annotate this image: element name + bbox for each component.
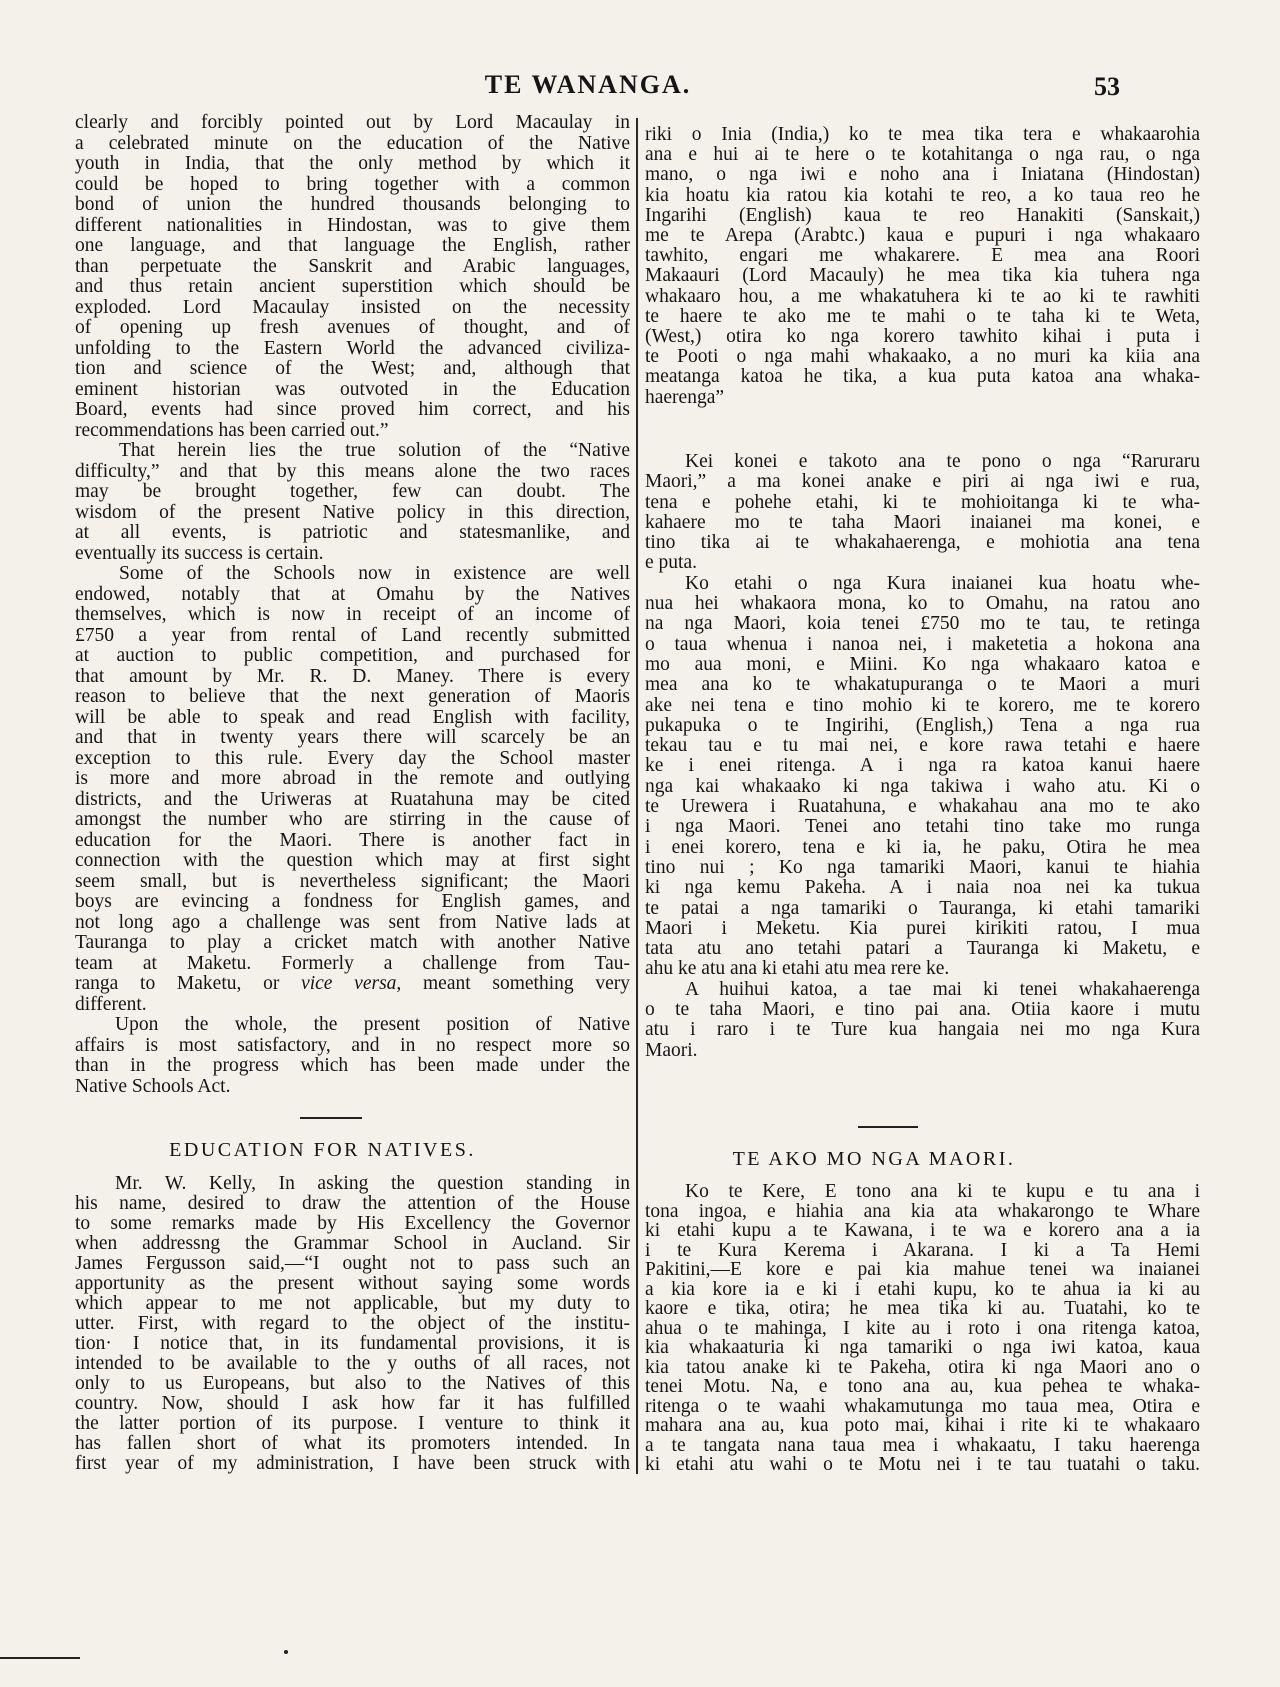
paragraph <box>645 574 1200 980</box>
text-line: country. Now, should I ask how far it has fulfilled <box>75 1393 630 1414</box>
text-line: James Fergusson said,—“I ought not to pass such an <box>75 1253 630 1274</box>
english-section-body <box>75 1174 630 1474</box>
text-line: utter. First, with regard to the object of the institu- <box>75 1313 630 1334</box>
text-line: Maori,” a ma konei anake e piri ai nga iwi e rua, <box>645 471 1200 493</box>
text-line: Makaauri (Lord Macauly) he mea tika kia tuhera nga <box>645 265 1200 287</box>
text-line: te Urewera i Ruatahuna, e whakahau ana mo te ako <box>645 796 1200 818</box>
text-line: te haere te ako me te mahi o te taha ki te Weta, <box>645 305 1200 327</box>
text-line: Board, events had since proved him correct, and his <box>75 399 630 420</box>
text-line: kaore e tika, otira; he mea tika ki au. Tuatahi, ko te <box>645 1298 1200 1319</box>
text-line: A huihui katoa, a tae mai ki tenei whakahaerenga <box>685 978 1200 1000</box>
text-line: clearly and forcibly pointed out by Lord Macaulay in <box>75 112 630 133</box>
text-line: bond of union the hundred thousands belonging to <box>75 194 630 215</box>
section-heading: TE AKO MO NGA MAORI. <box>732 1148 1016 1170</box>
text-line: o taua whenua i nanoa nei, i maketetia a hokona ana <box>645 633 1200 655</box>
maori-column-top <box>645 125 1200 408</box>
paragraph <box>75 564 630 1015</box>
text-line: Maori i Meketu. Kia purei kirikiti ratou, I mua <box>645 917 1200 939</box>
text-line: tino nui ; Ko nga tamariki Maori, kanui te hiahia <box>645 856 1200 878</box>
text-line: one language, and that language the English, rather <box>75 235 630 256</box>
text-line: Tauranga to play a cricket match with another Native <box>75 932 630 953</box>
text-line: tekau tau e tu mai nei, e kore rawa tetahi e haere <box>645 735 1200 757</box>
text-line: (West,) otira ko nga korero tawhito kihai i puta i <box>645 326 1200 348</box>
section-heading: EDUCATION FOR NATIVES. <box>169 1139 476 1161</box>
english-column <box>75 113 630 1097</box>
text-line: Kei konei e takoto ana te pono o nga “Raruraru <box>685 451 1200 472</box>
text-line: Pakitini,—E kore e pai kia mahue tenei wa inaianei <box>645 1259 1200 1280</box>
text-line: i enei korero, tena e ki ia, he paku, Otira he mea <box>645 836 1200 858</box>
text-line: his name, desired to draw the attention of the House <box>75 1193 630 1214</box>
text-line: te patai a nga tamariki o Tauranga, ki etahi tamariki <box>645 897 1200 919</box>
text-line: education for the Maori. There is another fact in <box>75 829 630 851</box>
text-line: atu i raro i te Ture kua hangaia nei mo nga Kura <box>645 1019 1200 1041</box>
text-line: te Pooti o nga mahi whakaako, a no muri ka kiia ana <box>645 346 1200 368</box>
text-line: nua hei whakaora mona, ko to Omahu, na ratou ano <box>645 593 1200 615</box>
text-line: Maori. <box>645 1039 698 1061</box>
text-line: tino tika ai te whakahaerenga, e mohiotia ana tena <box>645 532 1200 554</box>
text-line: and thus retain ancient superstition which should be <box>75 276 630 297</box>
text-line: kia tatou anake ki te Pakeha, otira ki nga Maori ano o <box>645 1356 1200 1378</box>
text-line: not long ago a challenge was sent from Native lads at <box>75 911 630 933</box>
text-line: £750 a year from rental of Land recently submitted <box>75 624 630 646</box>
text-line: a te tangata nana taua mea i whakaatu, I taku haerenga <box>645 1434 1200 1456</box>
text-line: to some remarks made by His Excellency the Governor <box>75 1213 630 1234</box>
text-line: eventually its success is certain. <box>75 542 324 564</box>
text-line: ki etahi kupu a te Kawana, i te wa e korero ana a ia <box>645 1220 1200 1241</box>
text-line: i nga Maori. Tenei ano tetahi tino take mo runga <box>645 816 1200 838</box>
scan-edge-mark <box>0 1657 80 1659</box>
text-line: mo aua moni, e Miini. Ko nga whakaaro katoa e <box>645 653 1200 675</box>
text-line: difficulty,” and that by this means alone the two races <box>75 460 630 482</box>
text-line: kia hoatu kia ratou kia kotahi te reo, a ko taua reo he <box>645 184 1200 206</box>
text-line: apportunity as the present without saying some words <box>75 1273 630 1294</box>
text-line: tona ingoa, e hiahia ana kia ata whakarongo te Whare <box>645 1200 1200 1222</box>
text-line: kia whakaaturia ki nga tamariki o nga iwi katoa, kaua <box>645 1337 1200 1358</box>
text-line: endowed, notably that at Omahu by the Natives <box>75 583 630 605</box>
text-line: ahu ke atu ana ki etahi atu mea rere ke. <box>645 958 950 980</box>
text-line: that amount by Mr. R. D. Maney. There is every <box>75 665 630 687</box>
text-line: recommendations has been carried out.” <box>75 419 389 441</box>
text-line: ki etahi atu wahi o te Motu nei i te tau tuatahi o taku. <box>645 1454 1200 1475</box>
text-line: pukapuka o te Ingirihi, (English,) Tena a nga rua <box>645 714 1200 736</box>
text-line: exploded. Lord Macaulay insisted on the necessity <box>75 296 630 318</box>
text-line: Ko etahi o nga Kura inaianei kua hoatu whe- <box>685 572 1200 594</box>
text-line: team at Maketu. Formerly a challenge from Tau- <box>75 952 630 974</box>
text-line: ana e hui ai te here o te kotahitanga o nga rau, o nga <box>645 144 1200 166</box>
text-line: than perpetuate the Sanskrit and Arabic languages, <box>75 255 630 277</box>
text-line: is more and more abroad in the remote and outlying <box>75 768 630 789</box>
text-line: exception to this rule. Every day the School master <box>75 747 630 769</box>
text-line: ake nei tena e tino mohio ki te korero, me te korero <box>645 694 1200 716</box>
text-line: me te Arepa (Arabtc.) kaua e pupuri i nga whakaaro <box>645 225 1200 247</box>
text-segment: ranga to Maketu, or <box>75 973 302 994</box>
text-line: kahaere mo te taha Maori inaianei ma konei, e <box>645 511 1200 533</box>
text-line: mea ana ko te whakatupuranga o te Maori a muri <box>645 674 1200 696</box>
text-line: haerenga” <box>645 386 725 408</box>
text-line: youth in India, that the only method by which it <box>75 153 630 174</box>
paragraph <box>645 452 1200 574</box>
maori-section-body <box>645 1182 1200 1475</box>
text-line: tion and science of the West; and, although that <box>75 358 630 379</box>
text-line: i te Kura Kerema i Akarana. I ki a Ta Hemi <box>645 1239 1200 1261</box>
text-line: Ko te Kere, E tono ana ki te kupu e tu ana i <box>685 1181 1200 1202</box>
text-line <box>75 974 630 995</box>
text-line: o te taha Maori, e tino pai ana. Otiia kaore i mutu <box>645 999 1200 1021</box>
text-line: will be able to speak and read English with facility, <box>75 706 630 728</box>
masthead-title: TE WANANGA. <box>484 70 692 99</box>
text-line: wisdom of the present Native policy in this direction, <box>75 501 630 523</box>
italic-phrase: vice versa, <box>301 973 402 994</box>
text-line: the latter portion of its purpose. I venture to think it <box>75 1413 630 1434</box>
text-line: Upon the whole, the present position of Native <box>115 1014 630 1035</box>
text-line: seem small, but is nevertheless significant; the Maori <box>75 870 630 892</box>
text-line: mano, o nga iwi e noho ana i Iniatana (Hindostan) <box>645 164 1200 186</box>
text-line: boys are evincing a fondness for English games, and <box>75 891 630 912</box>
text-segment: meant something very <box>401 973 630 994</box>
text-line: mahara ana au, kua poto mai, kihai i rite ki te whakaaro <box>645 1415 1200 1436</box>
paragraph <box>75 441 630 564</box>
text-line: Ingarihi (English) kaua te reo Hanakiti (Sanskait,) <box>645 204 1200 226</box>
text-line: na nga Maori, koia tenei £750 mo te tau, te retinga <box>645 613 1200 635</box>
text-line: That herein lies the true solution of the “Native <box>119 440 630 461</box>
text-line: than in the progress which has been made under the <box>75 1055 630 1076</box>
text-line: different nationalities in Hindostan, was to give them <box>75 214 630 236</box>
text-line: a kia kore ia e ki i etahi kupu, ko te ahua ia ki au <box>645 1278 1200 1300</box>
text-line: reason to believe that the next generation of Maoris <box>75 686 630 707</box>
text-line: first year of my administration, I have been struck with <box>75 1453 630 1474</box>
paragraph <box>75 1015 630 1097</box>
text-line: has fallen short of what its promoters intended. In <box>75 1433 630 1454</box>
text-line: of opening up fresh avenues of thought, and of <box>75 317 630 338</box>
paragraph <box>645 1182 1200 1475</box>
text-line: and that in twenty years there will scarcely be an <box>75 727 630 748</box>
paragraph <box>75 113 630 441</box>
text-line: districts, and the Uriweras at Ruatahuna may be cited <box>75 788 630 810</box>
text-line: tawhito, engari me whakarere. E mea ana Roori <box>645 245 1200 267</box>
paragraph <box>75 1174 630 1474</box>
text-line: nga kai whakaako ki nga takiwa i waho atu. Ki o <box>645 775 1200 797</box>
text-line: may be brought together, few can doubt. The <box>75 481 630 502</box>
scan-speck <box>284 1650 288 1654</box>
paragraph <box>645 980 1200 1061</box>
text-line: riki o Inia (India,) ko te mea tika tera e whakaarohia <box>645 124 1200 145</box>
text-line: unfolding to the Eastern World the advanced civiliza- <box>75 337 630 359</box>
text-line: Mr. W. Kelly, In asking the question standing in <box>115 1173 630 1194</box>
text-line: affairs is most satisfactory, and in no respect more so <box>75 1034 630 1056</box>
text-line: tena e pohehe etahi, ki te mohioitanga ki te wha- <box>645 491 1200 513</box>
page-number: 53 <box>1094 72 1120 101</box>
text-line: whakaaro hou, a me whakatuhera ki te ao ki te rawhiti <box>645 285 1200 307</box>
text-line: tata atu ano tetahi patari a Tauranga ki Maketu, e <box>645 938 1200 960</box>
text-line: amongst the number who are stirring in the cause of <box>75 809 630 830</box>
column-divider <box>636 118 638 1474</box>
text-line: ahua o te mahinga, I kite au i roto i ona ritenga katoa, <box>645 1317 1200 1339</box>
text-line: meatanga katoa he tika, a kua puta katoa ana whaka- <box>645 366 1200 388</box>
section-divider <box>858 1126 918 1128</box>
section-divider <box>300 1117 362 1119</box>
paragraph <box>645 125 1200 408</box>
text-line: a celebrated minute on the education of the Native <box>75 132 630 154</box>
text-line: themselves, which is now in receipt of an income of <box>75 604 630 625</box>
text-line: which appear to me not applicable, but my duty to <box>75 1293 630 1314</box>
text-line: when addressng the Grammar School in Aucland. Sir <box>75 1233 630 1254</box>
text-line: different. <box>75 993 147 1015</box>
text-line: at auction to public competition, and purchased for <box>75 645 630 666</box>
text-line: at all events, is patriotic and statesmanlike, and <box>75 522 630 543</box>
text-line: Some of the Schools now in existence are well <box>119 563 630 584</box>
text-line: ki nga kemu Pakeha. A i naia noa nei ka tukua <box>645 877 1200 899</box>
text-line: tion· I notice that, in its fundamental provisions, it is <box>75 1333 630 1354</box>
maori-column-body <box>645 452 1200 1061</box>
text-line: eminent historian was outvoted in the Education <box>75 378 630 400</box>
text-line: ke i enei ritenga. A i nga ra katoa kanui haere <box>645 755 1200 777</box>
text-line: could be hoped to bring together with a common <box>75 173 630 195</box>
text-line: Native Schools Act. <box>75 1075 231 1097</box>
text-line: connection with the question which may at first sight <box>75 850 630 871</box>
text-line: tenei Motu. Na, e tono ana au, kua pehea te whaka- <box>645 1376 1200 1397</box>
text-line: only to us Europeans, but also to the Natives of this <box>75 1373 630 1394</box>
text-line: intended to be available to the y ouths of all races, not <box>75 1353 630 1374</box>
text-line: ritenga o te waahi whakamutunga mo taua mea, Otira e <box>645 1395 1200 1417</box>
text-line: e puta. <box>645 552 697 574</box>
